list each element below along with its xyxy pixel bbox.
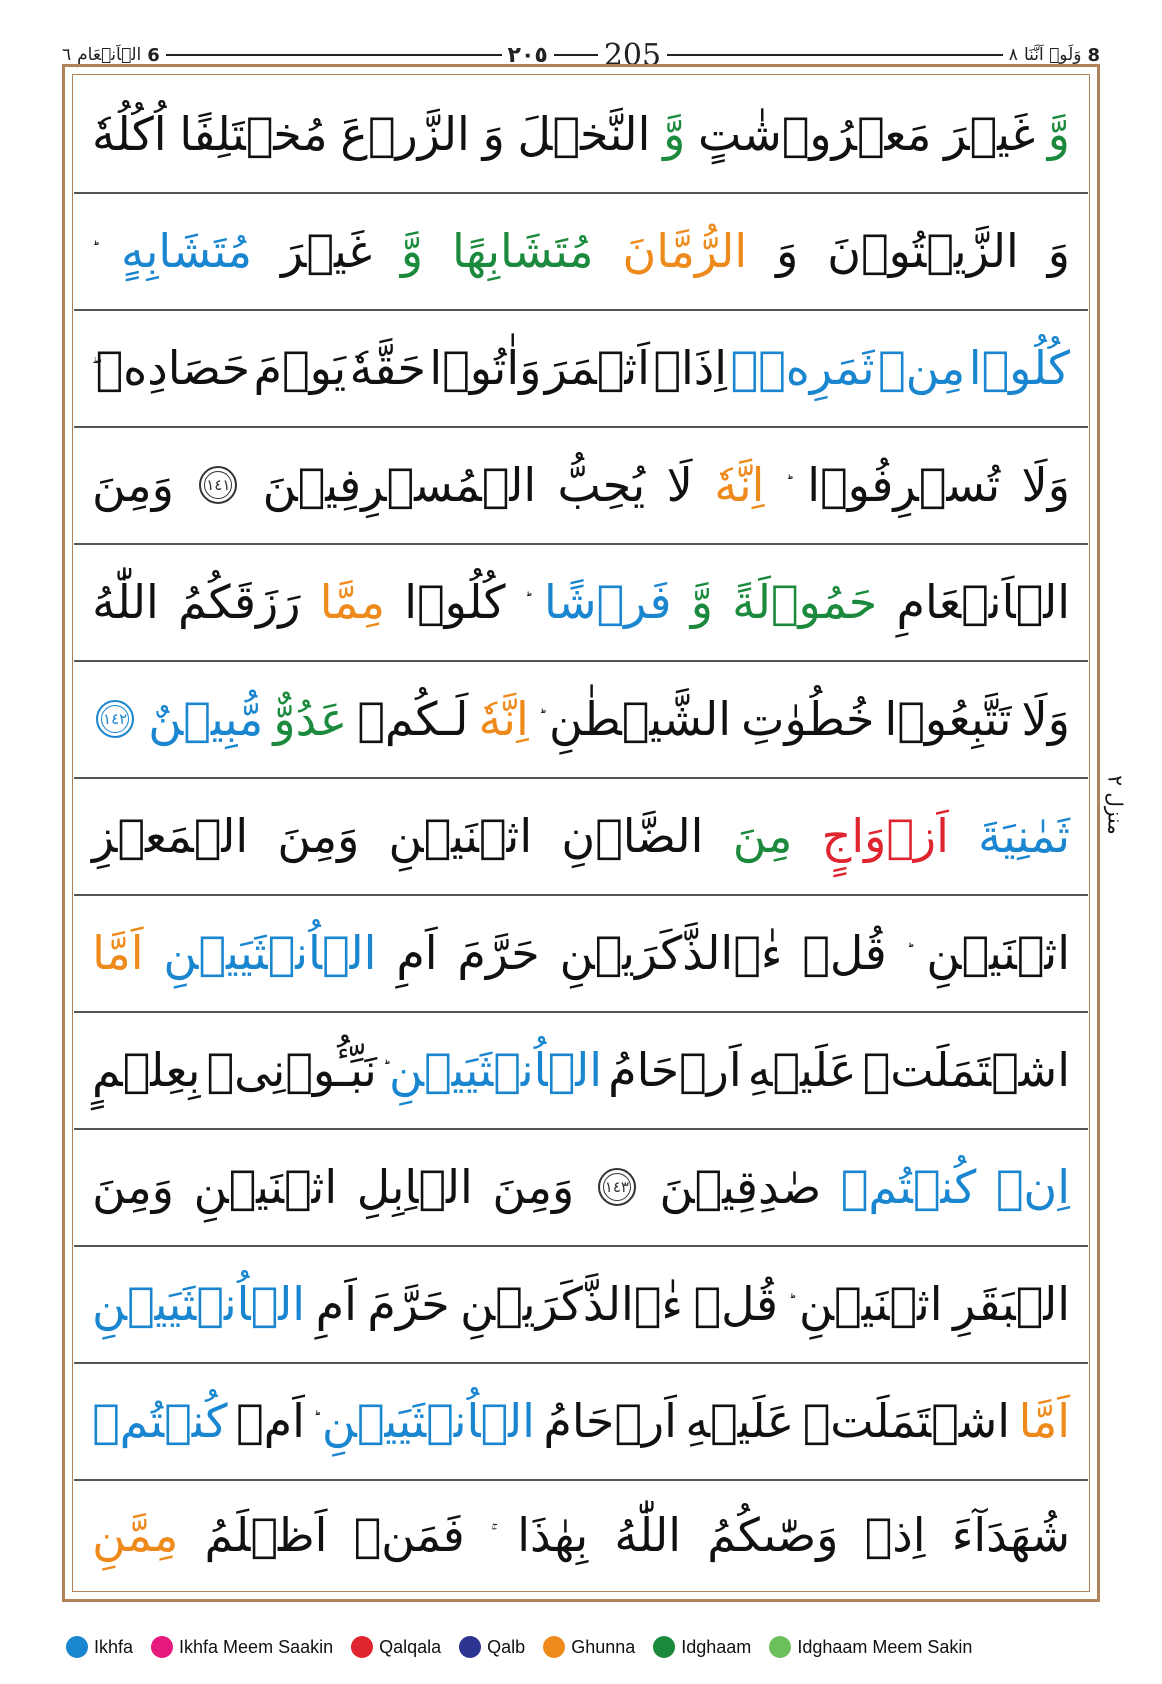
- word: فَمَنۡ: [353, 1508, 465, 1562]
- text-line-6: [74, 661, 1088, 777]
- color-dot-icon: [459, 1636, 481, 1658]
- text-line-2: [74, 193, 1088, 309]
- page-number-ar: ٢٠٥: [507, 42, 548, 68]
- word: شُهَدَآءَ: [951, 1508, 1070, 1562]
- word: اشۡتَمَلَتۡ: [802, 1394, 1011, 1448]
- juz-number: 8: [1087, 44, 1101, 66]
- word: اِنَّهٗ: [714, 458, 765, 512]
- word: اُكُلُهٗ: [92, 107, 167, 161]
- word: الزَّيۡتُوۡنَ: [827, 224, 1019, 278]
- text-line-9: [74, 1012, 1088, 1128]
- word: يَوۡمَ: [253, 341, 347, 395]
- word: وَلَا: [1021, 692, 1070, 746]
- header-rule-mid: [554, 54, 598, 56]
- word: وَ: [776, 224, 799, 278]
- word: اَمَّا: [92, 926, 144, 980]
- word: اِنَّهٗ: [478, 692, 529, 746]
- word: قُلۡ: [802, 926, 887, 980]
- word: تُسۡرِفُوۡا: [807, 458, 1001, 512]
- word: وَلَا: [1021, 458, 1070, 512]
- word: عَدُوٌّ: [273, 692, 348, 746]
- ayah-marker: ١٤٢: [96, 700, 134, 738]
- text-line-12: [74, 1363, 1088, 1479]
- surah-reference: [62, 45, 160, 66]
- word: حَقَّهٗ: [349, 341, 426, 395]
- word: بِهٰذَا: [517, 1508, 589, 1562]
- text-line-11: [74, 1246, 1088, 1362]
- word: كُنۡتُمۡ: [92, 1394, 228, 1448]
- legend-item-ghunna: [543, 1636, 635, 1658]
- juz-number-ar: ٨: [1008, 45, 1018, 65]
- word: الۡبَقَرِ: [953, 1277, 1070, 1331]
- word: ءٰۤالذَّكَرَيۡنِ: [460, 1277, 684, 1331]
- word: وَّ: [400, 224, 424, 278]
- legend-label: Qalqala: [379, 1636, 442, 1657]
- word: الۡاُنۡثَيَيۡنِ: [321, 1394, 535, 1448]
- word: الرُّمَّانَ: [622, 224, 748, 278]
- word: لَا: [666, 458, 693, 512]
- legend-item-qalqala: [351, 1636, 441, 1658]
- word: الۡاُنۡثَيَيۡنِ: [92, 1277, 306, 1331]
- tajweed-legend: [66, 1632, 1106, 1662]
- word: الۡاِبِلِ: [356, 1160, 473, 1214]
- color-dot-icon: [769, 1636, 791, 1658]
- word: مِمَّنِ: [92, 1508, 179, 1562]
- word: اَرۡحَامُ: [608, 1043, 742, 1097]
- color-dot-icon: [151, 1636, 173, 1658]
- word: وَّ: [1047, 107, 1070, 161]
- word: الزَّرۡعَ: [340, 107, 470, 161]
- ayah-marker: ١٤٣: [598, 1168, 636, 1206]
- surah-name: الۡاَنۡعَامِ: [77, 45, 142, 65]
- word: مِنۡ: [878, 341, 966, 395]
- word: وَمِنَ: [277, 809, 360, 863]
- legend-item-qalb: [459, 1636, 525, 1658]
- word: اِنۡ: [995, 1160, 1070, 1214]
- word: الۡاُنۡثَيَيۡنِ: [388, 1043, 603, 1097]
- word: اللّٰهُ: [92, 575, 159, 629]
- word: وَّ: [690, 575, 713, 629]
- word: اثۡنَيۡنِ: [926, 926, 1070, 980]
- word: كُنۡتُمۡ: [840, 1160, 977, 1214]
- word: يُحِبُّ: [557, 458, 646, 512]
- word: غَيۡرَ: [944, 107, 1036, 161]
- word: وَ: [482, 107, 505, 161]
- word: وَمِنَ: [492, 1160, 575, 1214]
- word: فَرۡشًا: [543, 575, 672, 629]
- ayah-marker: ١٤١: [199, 466, 237, 504]
- header-rule-left: [166, 54, 502, 56]
- header-rule-right: [667, 54, 1003, 56]
- word: مِنَ: [732, 809, 793, 863]
- word: الۡمُسۡرِفِيۡنَ: [262, 458, 537, 512]
- word: كُلُوۡا: [968, 341, 1070, 395]
- text-line-8: [74, 895, 1088, 1011]
- word: تَتَّبِعُوۡا: [884, 692, 1012, 746]
- legend-label: Idghaam: [681, 1636, 752, 1657]
- word: قُلۡ: [693, 1277, 778, 1331]
- word: النَّخۡلَ: [517, 107, 651, 161]
- word: اثۡنَيۡنِ: [798, 1277, 943, 1331]
- word: اللّٰهُ: [614, 1508, 682, 1562]
- word: ءٰۤالذَّكَرَيۡنِ: [559, 926, 783, 980]
- surah-number-ar: ٦: [62, 45, 72, 65]
- legend-item-ikhfa-meem-saakin: [151, 1636, 333, 1658]
- word: بِعِلۡمٍ: [92, 1043, 201, 1097]
- word: الۡاُنۡثَيَيۡنِ: [163, 926, 377, 980]
- word: وَاٰتُوۡا: [429, 341, 542, 395]
- color-dot-icon: [66, 1636, 88, 1658]
- word: اَمۡ: [236, 1394, 305, 1448]
- word: اَمِ: [396, 926, 438, 980]
- word: اِذَاۤ: [653, 341, 728, 395]
- word: الۡمَعۡزِ: [92, 809, 249, 863]
- word: حَرَّمَ: [457, 926, 540, 980]
- word: كُلُوۡا: [404, 575, 506, 629]
- word: حَصَادِهٖ: [95, 341, 251, 395]
- word: مَعۡرُوۡشٰتٍ: [698, 107, 932, 161]
- quran-text-area: [74, 76, 1088, 1590]
- word: ثَمٰنِيَةَ: [978, 809, 1070, 863]
- word: اَزۡوَاجٍ: [821, 809, 949, 863]
- legend-label: Ikhfa: [94, 1636, 134, 1657]
- manzil-label: [1101, 760, 1131, 850]
- word: اَظۡلَمُ: [204, 1508, 328, 1562]
- legend-item-idghaam: [653, 1636, 751, 1658]
- color-dot-icon: [351, 1636, 373, 1658]
- word: اَثۡمَرَ: [544, 341, 650, 395]
- word: وَّ: [663, 107, 686, 161]
- text-line-3: [74, 310, 1088, 426]
- word: اَمِ: [315, 1277, 357, 1331]
- word: اَمَّا: [1018, 1394, 1070, 1448]
- word: حَمُوۡلَةً: [732, 575, 878, 629]
- word: الشَّيۡطٰنِ: [548, 692, 732, 746]
- text-line-13: [74, 1480, 1088, 1590]
- word: ثَمَرِهٖۤ: [730, 341, 875, 395]
- word: اِذۡ: [864, 1508, 926, 1562]
- color-dot-icon: [543, 1636, 565, 1658]
- text-line-5: [74, 544, 1088, 660]
- text-line-1: [74, 76, 1088, 192]
- legend-label: Ikhfa Meem Saakin: [179, 1636, 334, 1657]
- word: صٰدِقِيۡنَ: [659, 1160, 822, 1214]
- word: مِمَّا: [319, 575, 385, 629]
- word: وَمِنَ: [92, 458, 174, 512]
- juz-reference: [1009, 45, 1100, 66]
- word: حَرَّمَ: [367, 1277, 450, 1331]
- manzil-text: منزل ٢: [1104, 775, 1129, 835]
- text-line-4: [74, 427, 1088, 543]
- legend-label: Ghunna: [571, 1636, 636, 1657]
- word: اثۡنَيۡنِ: [193, 1160, 338, 1214]
- word: رَزَقَكُمُ: [178, 575, 301, 629]
- juz-name: وَلَوۡ اَنَّنَا: [1023, 45, 1082, 65]
- legend-label: Idghaam Meem Sakin: [797, 1636, 973, 1657]
- word: خُطُوٰتِ: [741, 692, 875, 746]
- word: لَـكُمۡ: [357, 692, 469, 746]
- color-dot-icon: [653, 1636, 675, 1658]
- word: غَيۡرَ: [280, 224, 372, 278]
- word: نَبِّـُٔوۡنِىۡ: [206, 1043, 377, 1097]
- word: مُتَشَابِهًا: [451, 224, 594, 278]
- word: مُتَشَابِهٍ: [120, 224, 253, 278]
- word: اَرۡحَامُ: [543, 1394, 677, 1448]
- legend-item-ikhfa: [66, 1636, 133, 1658]
- word: مُّبِيۡنٌ: [148, 692, 264, 746]
- legend-item-idghaam-meem-sakin: [769, 1636, 972, 1658]
- text-line-7: [74, 778, 1088, 894]
- text-line-10: [74, 1129, 1088, 1245]
- word: الضَّاۡنِ: [561, 809, 704, 863]
- legend-label: Qalb: [487, 1636, 526, 1657]
- word: وَمِنَ: [92, 1160, 174, 1214]
- word: وَصّٰٮكُمُ: [707, 1508, 839, 1562]
- word: اثۡنَيۡنِ: [388, 809, 533, 863]
- word: وَ: [1047, 224, 1070, 278]
- word: اشۡتَمَلَتۡ: [862, 1043, 1070, 1097]
- word: مُخۡتَلِفًا: [179, 107, 328, 161]
- page-number-latin: 205: [603, 37, 662, 73]
- word: عَلَيۡهِ: [685, 1394, 795, 1448]
- surah-number: 6: [147, 44, 160, 66]
- word: الۡاَنۡعَامِ: [896, 575, 1070, 629]
- word: عَلَيۡهِ: [747, 1043, 857, 1097]
